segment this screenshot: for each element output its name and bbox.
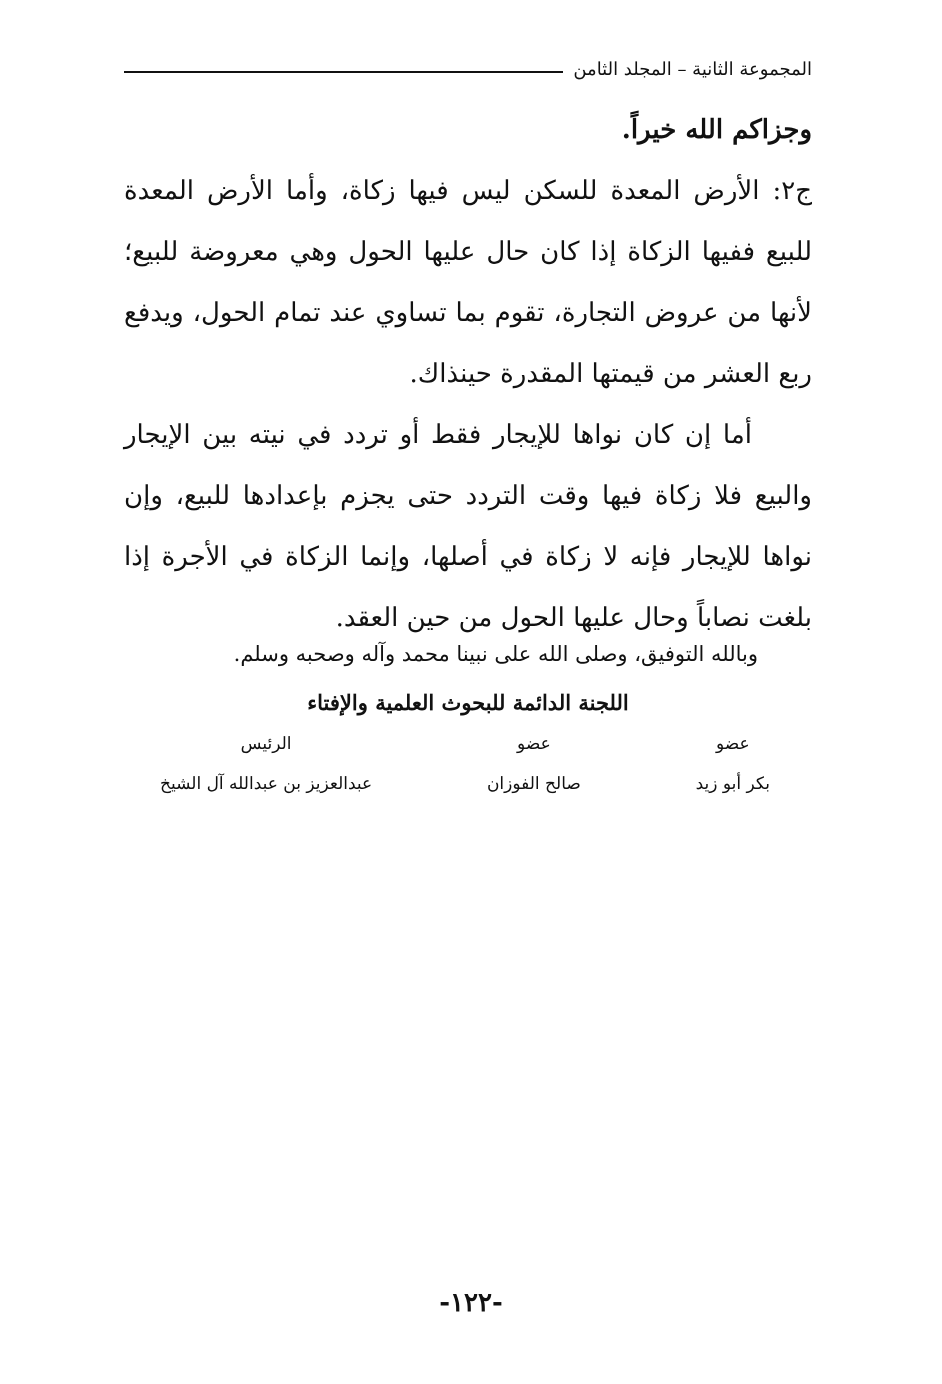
- header-rule: [124, 71, 563, 73]
- answer-paragraph-2: أما إن كان نواها للإيجار فقط أو تردد في نيته بين الإيجار والبيع فلا زكاة فيها وقت التردد حتى يجزم بإعدادها للبيع، وإن نواها للإيجار فإنه لا زكاة في أصلها، وإنما الزكاة في الأجرة إذا بلغت نصاباً وحال عليها الحول من حين العقد.: [124, 420, 812, 633]
- header-title: المجموعة الثانية – المجلد الثامن: [573, 58, 812, 80]
- signature-member-1: [696, 734, 770, 794]
- closing-line: وبالله التوفيق، وصلى الله على نبينا محمد وآله وصحبه وسلم.: [233, 642, 758, 666]
- signature-name: صالح الفوزان: [486, 774, 581, 794]
- committee-title: اللجنة الدائمة للبحوث العلمية والإفتاء: [307, 690, 629, 715]
- thanks-line: وجزاكم الله خيراً.: [621, 115, 812, 145]
- signatures-block: [160, 734, 770, 794]
- page-number: -١٢٢-: [439, 1288, 503, 1318]
- signature-role: الرئيس: [240, 734, 292, 754]
- page-header: [124, 52, 812, 86]
- answer-paragraph-1: ج٢: الأرض المعدة للسكن ليس فيها زكاة، وأما الأرض المعدة للبيع ففيها الزكاة إذا كان حال عليها الحول وهي معروضة للبيع؛ لأنها من عروض التجارة، تقوم بما تساوي عند تمام الحول، ويدفع ربع العشر من قيمتها المقدرة حينذاك.: [124, 176, 812, 389]
- signature-name: عبدالعزيز بن عبدالله آل الشيخ: [160, 774, 373, 794]
- signature-role: عضو: [517, 734, 551, 754]
- signature-chairman: [160, 734, 372, 794]
- signature-name: بكر أبو زيد: [695, 774, 770, 794]
- main-content: [124, 100, 812, 649]
- signature-role: عضو: [715, 734, 750, 754]
- signature-member-2: [487, 734, 581, 794]
